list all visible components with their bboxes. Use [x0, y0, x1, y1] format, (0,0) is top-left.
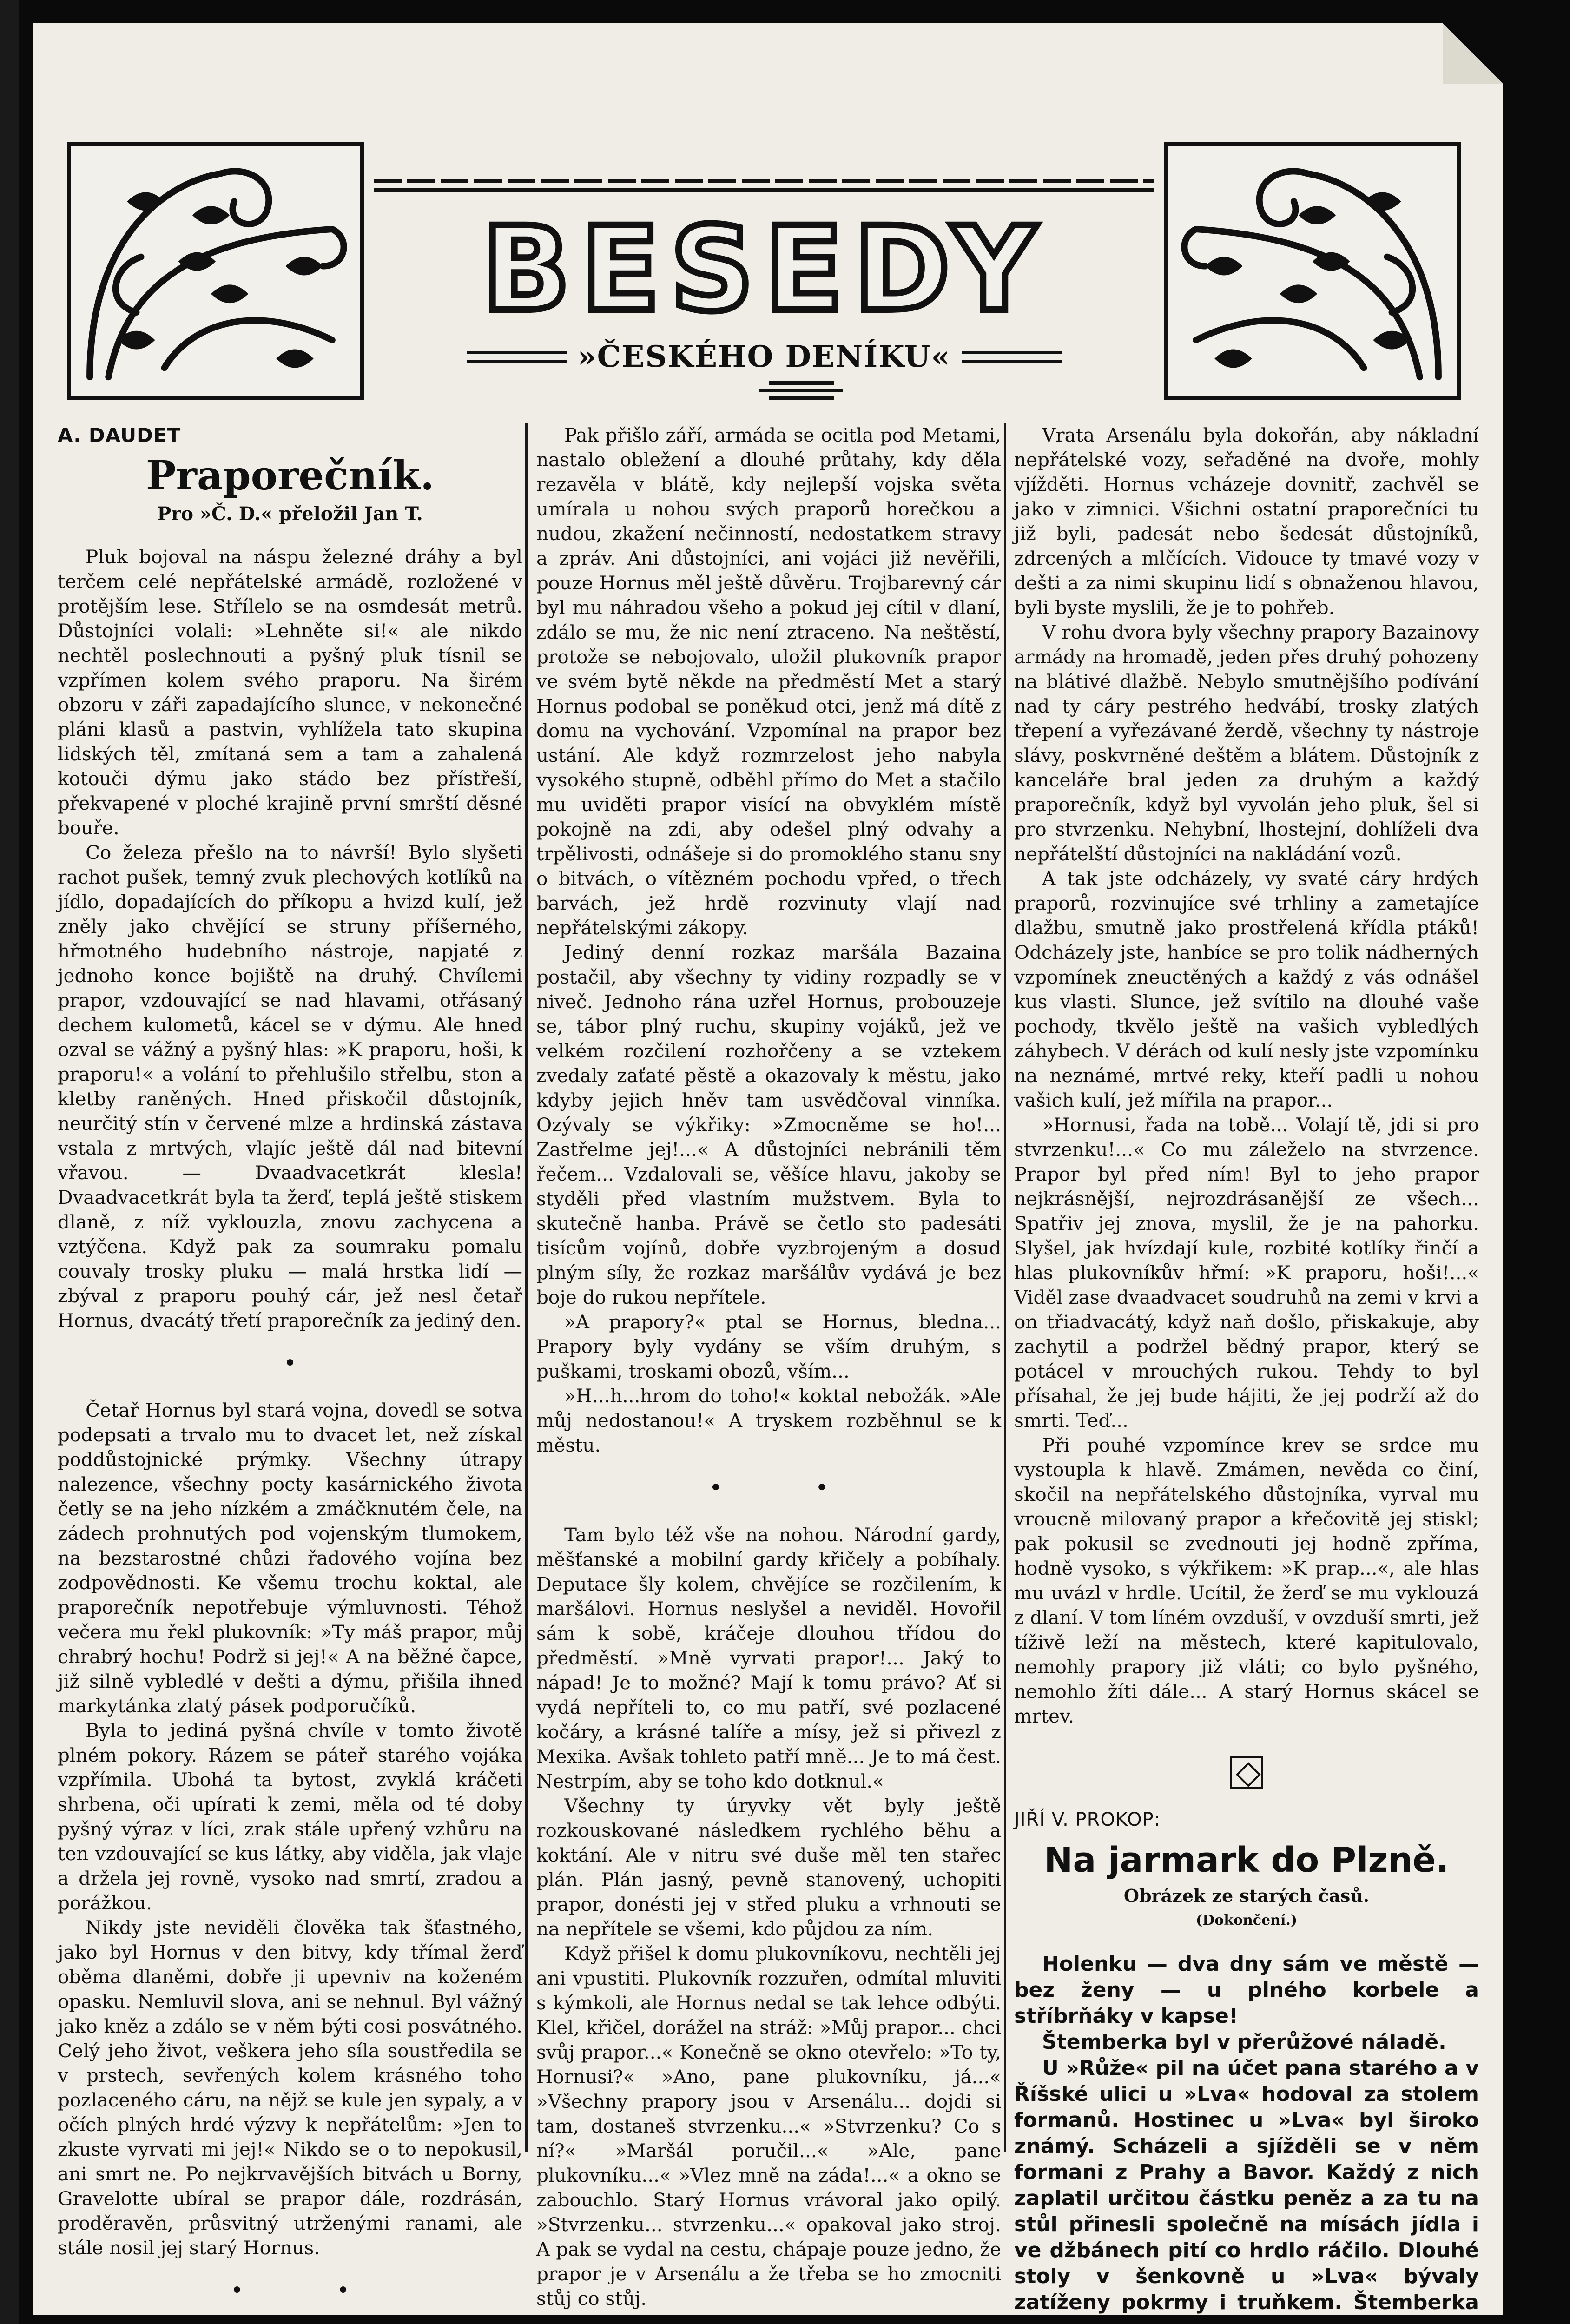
paragraph: V rohu dvora byly všechny prapory Bazainovy armády na hromadě, jeden přes druhý pohozeny na blátivé dlažbě. Nebylo smutnějšího podívání nad ty cáry pestrého hedvábí, trosky zlatých třepení a vyřezávané žerdě, všechny ty nástroje slávy, poskvrněné deštěm a blátem. Důstojník z kanceláře bral jeden za druhým a každý praporečník, když byl vyvolán jeho pluk, šel si pro stvrzenku. Nehybní, lhostejní, dohlíželi dva nepřátelští důstojníci na nakládání vozů. [1014, 621, 1479, 865]
article-subtitle: Obrázek ze starých časů. [1123, 1885, 1370, 1906]
paragraph: Pak přišlo září, armáda se ocitla pod Metami, nastalo obležení a dlouhé průtahy, kdy děla rezavěla v blátě, kdy nejlepší vojska světa umírala u nohou svých praporů horečkou a nudou, zkažení nečinností, nedostatkem stravy a zpráv. Ani důstojníci, ani vojáci již nevěřili, pouze Hornus měl ještě důvěru. Trojbarevný cár byl mu náhradou všeho a pokud jej cítil v dlaní, zdálo se mu, že nic není ztraceno. Na neštěstí, protože se nebojovalo, uložil plukovník prapor ve svém bytě někde na předměstí Met a starý Hornus podobal se poněkud otci, jenž má dítě z domu na vychování. Vzpomínal na prapor bez ustání. Ale když rozmrzelost jeho nabyla vysokého stupně, odběhl přímo do Met a stačilo mu uviděti prapor visící na obvyklém místě pokojně na zdi, aby odešel plný odvahy a trpělivosti, odnášeje si do promoklého stanu sny o bitvách, o vítězném pochodu vpřed, o třech barvách, jež hrdě rozvinuty vlají nad nepřátelskými zákopy. [536, 424, 1001, 939]
section-separator: •• [230, 2278, 443, 2304]
column-2 [536, 423, 1001, 2315]
folded-corner [1443, 23, 1503, 84]
paragraph: Jediný denní rozkaz maršála Bazaina postačil, aby všechny ty vidiny rozpadly se v niveč. Jednoho rána uzřel Hornus, probouzeje se, tábor plný ruchu, skupiny vojáků, jež ve velkém rozčilení rozhořčeny a se vztekem zvedaly zaťaté pěstě a okazovaly k městu, jako kdyby jejich hněv tam usvědčoval vinníka. Ozývaly se výkřiky: »Zmocněme se ho!... Zastřelme jej!...« A důstojníci nebránili těm řečem... Vzdalovali se, věšíce hlavu, jakoby se styděli před vlastním mužstvem. Byla to skutečně hanba. Právě se četlo sto padesáti tisícům vojínů, dobře vyzbrojeným a dosud plným síly, že rozkaz maršálův vydává je bez boje do rukou nepřítele. [536, 941, 1001, 1308]
paragraph: Co železa přešlo na to návrší! Bylo slyšeti rachot pušek, temný zvuk plechových kotlíků na jídlo, dopadajících do příkopu a hvizd kulí, jež zněly jako chvějící se struny příšerného, hřmotného hudebního nástroje, napjaté z jednoho konce bojiště na druhý. Chvílemi prapor, vzdouvající se nad hlavami, otřásaný dechem kulometů, kácel se v dýmu. Ale hned ozval se vážný a pyšný hlas: »K praporu, hoši, k praporu!« a volání to přehlušilo střelbu, ston a kletby raněných. Hned přiskočil důstojník, neurčitý stín v červené mlze a hrdinská zástava vstala z mrtvých, vlajíc ještě dál nad bitevní vřavou. — Dvaadvacetkrát klesla! Dvaadvacetkrát byla ta žerď, teplá ještě stiskem dlaně, z níž vyklouzla, znovu zachycena a vztýčena. Když pak za soumraku pomalu couvaly trosky pluku — malá hrstka lidí — zbýval z praporu pouhý cár, jež nesl četař Hornus, dvacátý třetí praporečník za jediný den. [58, 841, 522, 1332]
article-title: Na jarmark do Plzně. [1044, 1840, 1449, 1880]
paragraph: Nikdy jste neviděli člověka tak šťastného, jako byl Hornus v den bitvy, kdy třímal žerď oběma dlaněmi, dobře ji upevniv na koženém opasku. Nemluvil slova, ani se nehnul. Byl vážný jako kněz a zdálo se v něm býti cosi posvátného. Celý jeho život, veškera jeho síla soustředila se v prstech, sevřených kolem krásného toho pozlaceného cáru, na nějž se kule jen sypaly, a v očích plných hrdé výzvy k nepřátelům: »Jen to zkuste vyrvati mi jej!« Nikdo se o to nepokusil, ani smrt ne. Po nejkrvavějších bitvách u Borny, Gravelotte ubíral se prapor dále, rozdrásán, proděravěn, průsvitný utrženými ranami, ale stále nosil jej starý Hornus. [58, 1916, 522, 2259]
masthead-flourish-icon [755, 376, 848, 404]
paragraph: Při pouhé vzpomínce krev se srdce mu vystoupla k hlavě. Zmámen, nevěda co činí, skočil na nepřátelského důstojníka, vyrval mu vroucně milovaný prapor a křečovitě jej stiskl; pak pokusil se zvednouti jej hodně zpříma, hodně vysoko, s výkřikem: »K prap...«, ale hlas mu uvázl v hrdle. Ucítil, že žerď se mu vyklouzá z dlaní. V tom líném ovzduší, v ovzduší smrti, jež tíživě leží na městech, které kapitulovalo, nemohly prapory již vláti; co bylo pyšného, nemohlo žíti dále... A starý Hornus skácel se mrtev. [1014, 1434, 1479, 1727]
masthead-title: BESEDY [482, 202, 1047, 337]
article-author: A. DAUDET [58, 424, 181, 447]
masthead-subtitle: »ČESKÉHO DENÍKU« [577, 339, 951, 374]
column-3 [1014, 423, 1479, 2315]
masthead-subtitle-row [467, 339, 1062, 374]
paragraph: »H...h...hrom do toho!« koktal nebožák. »Ale můj nedostanou!« A tryskem rozběhnul se k městu. [536, 1385, 1001, 1456]
paragraph: »Hornusi, řada na tobě... Volají tě, jdi si pro stvrzenku!...« Co mu záleželo na stvrzence. Prapor byl před ním! Byl to jeho prapor nejkrásnější, nejrozdrásanější ze všech... Spatřiv jej znova, myslil, že je na pahorku. Slyšel, jak hvízdají kule, rozbité kotlíky řinčí a hlas plukovníkův hřmí: »K praporu, hoši!...« Viděl zase dvaadvacet soudruhů na zemi v krvi a on třiadvacátý, když naň došlo, přiskakuje, aby zachytil a podržel bědný prapor, který se potácel v mrouchých rukou. Tehdy to byl přísahal, že jej bude hájiti, že jej podrží až do smrti. Teď... [1014, 1114, 1479, 1432]
section-separator: •• [709, 1475, 922, 1501]
page-binding-edge [0, 0, 19, 2324]
floral-ornament-right-icon [1164, 142, 1461, 400]
article-author: JIŘÍ V. PROKOP: [1014, 1809, 1161, 1830]
paragraph: Četař Hornus byl stará vojna, dovedl se sotva podepsati a trvalo mu to dvacet let, než získal poddůstojnické prýmky. Všechny útrapy nalezence, všechny pocty kasárnického života četly se na jeho nízkém a zmáčknutém čele, na zádech prohnutých pod vojenským tlumokem, na bezstarostné chůzi řadového vojína bez zodpovědnosti. Ke všemu trochu koktal, ale praporečník nepotřebuje výmluvnosti. Téhož večera mu řekl plukovník: »Ty máš prapor, můj chrabrý hochu! Podrž si jej!« A na běžné čapce, již silně vybledlé v dešti a dýmu, přišila ihned markytánka zlatý pásek podporučíků. [58, 1399, 522, 1717]
column-divider [1004, 423, 1006, 2152]
newspaper-page [33, 23, 1503, 2315]
column-divider [525, 423, 528, 2152]
diamond-separator-icon [1230, 1756, 1263, 1789]
paragraph: U »Růže« pil na účet pana starého a v Říšské ulici u »Lva« hodoval za stolem formanů. Hostinec u »Lva« byl široko známý. Scházeli a sjížděli se v něm formani z Prahy a Bavor. Každý z nich zaplatil určitou částku peněz a za tu na stůl přinesli společně na mísách jídla i ve džbánech pití co hrdlo ráčilo. Dlouhé stoly v šenkovně u »Lva« bývaly zatíženy pokrmy i truňkem. Štemberka [1014, 2056, 1479, 2314]
article-byline: Pro »Č. D.« přeložil Jan T. [157, 503, 423, 525]
paragraph: Tam bylo též vše na nohou. Národní gardy, měšťanské a mobilní gardy křičely a pobíhaly. Deputace šly kolem, chvějíce se rozčilením, k maršálovi. Hornus neslyšel a neviděl. Hovořil sám k sobě, kráčeje dlouhou třídou do předměstí. »Mně vyrvati prapor!... Jaký to nápad! Je to možné? Mají k tomu právo? Ať si vydá nepříteli to, co mu patří, své pozlacené kočáry, a krásné talíře a mísy, jež si přivezl z Mexika. Avšak tohleto patří mně... Je to má čest. Nestrpím, aby se toho kdo dotknul.« [536, 1524, 1001, 1792]
paragraph: Byla to jediná pyšná chvíle v tomto životě plném pokory. Rázem se páteř starého vojáka vzpřímila. Ubohá ta bytost, zvyklá kráčeti shrbena, oči upírati k zemi, měla od té doby pyšný výraz v líci, zrak stále upřený vzhůru na ten vzdouvající se kus látky, aby viděla, jak vlaje a držela jej rovně, vysoko nad smrtí, zradou a porážkou. [58, 1719, 522, 1914]
floral-ornament-left-icon [67, 142, 364, 400]
article-title: Praporečník. [145, 452, 435, 499]
article-status: (Dokončení.) [1195, 1912, 1298, 1928]
paragraph: Holenku — dva dny sám ve městě — bez ženy — u plného korbele a stříbrňáky v kapse! [1014, 1952, 1479, 2028]
paragraph: Všechny ty úryvky vět byly ještě rozkouskované následkem rychlého běhu a koktání. Ale v nitru své duše měl ten stařec plán. Plán jasný, pevně stanovený, uchopiti prapor, donésti jej v střed pluku a vrhnouti se na nepřítele se všemi, kdo půjdou za ním. [536, 1795, 1001, 1940]
paragraph: Když přišel k domu plukovníkovu, nechtěli jej ani vpustiti. Plukovník rozzuřen, odmítal mluviti s kýmkoli, ale Hornus nedal se tak lehce odbýti. Klel, křičel, dorážel na stráž: »Můj prapor... chci svůj prapor...« Konečně se okno otevřelo: »To ty, Hornusi?« »Ano, pane plukovníku, já...« »Všechny prapory jsou v Arsenálu... dojdi si tam, dostaneš stvrzenku...« »Stvrzenku? Co s ní?« »Maršál poručil...« »Ale, pane plukovníku...« »Vlez mně na záda!...« a okno se zabouchlo. Starý Hornus vrávoral jako opilý. »Stvrzenku... stvrzenku...« opakoval jako stroj. A pak se vydal na cestu, chápaje pouze jedno, že prapor je v Arsenálu a že třeba se ho zmocniti stůj co stůj. [536, 1942, 1001, 2310]
paragraph: A tak jste odcházely, vy svaté cáry hrdých praporů, rozvinujíce své trhliny a zametajíce dlažbu, smutně jako prostřelená křídla ptáků! Odcházely jste, hanbíce se pro tolik nádherných vzpomínek zneuctěných a každý z vás odnášel kus vlasti. Slunce, jež svítilo na dlouhé vaše pochody, tkvělo ještě na vašich vybledlých záhybech. V dérách od kulí nesly jste vzpomínku na neznámé, mrtvé reky, kteří padli u nohou vašich kulí, jež mířila na prapor... [1014, 867, 1479, 1111]
paragraph: »A prapory?« ptal se Hornus, bledna... Prapory byly vydány se vším druhým, s puškami, troskami obozů, vším... [536, 1311, 1001, 1382]
column-1 [58, 423, 522, 2315]
paragraph: Pluk bojoval na náspu železné dráhy a byl terčem celé nepřátelské armádě, rozložené v protějším lese. Střílelo se na osmdesát metrů. Důstojníci volali: »Lehněte si!« ale nikdo nechtěl poslechnouti a pyšný pluk tísnil se vzpřímen kolem svého praporu. Na širém obzoru v záři zapadajícího slunce, v nekonečné pláni klasů a pastvin, vyhlížela tato skupina lidských těl, zmítaná sem a tam a zahalená kotouči dýmu jako stádo bez přístřeší, překvapené v ploché krajině první smrští děsné bouře. [58, 546, 522, 839]
section-separator: • [283, 1350, 390, 1376]
paragraph: Štemberka byl v přerůžové náladě. [1042, 2030, 1446, 2054]
paragraph: Vrata Arsenálu byla dokořán, aby nákladní nepřátelské vozy, seřaděné na dvoře, mohly vjížděti. Hornus vcházeje dovnitř, zachvěl se jako v zimnici. Všichni ostatní praporečníci tu již byli, padesát nebo šedesát důstojníků, zdrcených a mlčících. Vidouce ty tmavé vozy v dešti a za nimi skupinu lidí s obnaženou hlavou, byli byste myslili, že je to pohřeb. [1014, 424, 1479, 619]
masthead [67, 142, 1461, 400]
masthead-rules [374, 179, 1154, 197]
